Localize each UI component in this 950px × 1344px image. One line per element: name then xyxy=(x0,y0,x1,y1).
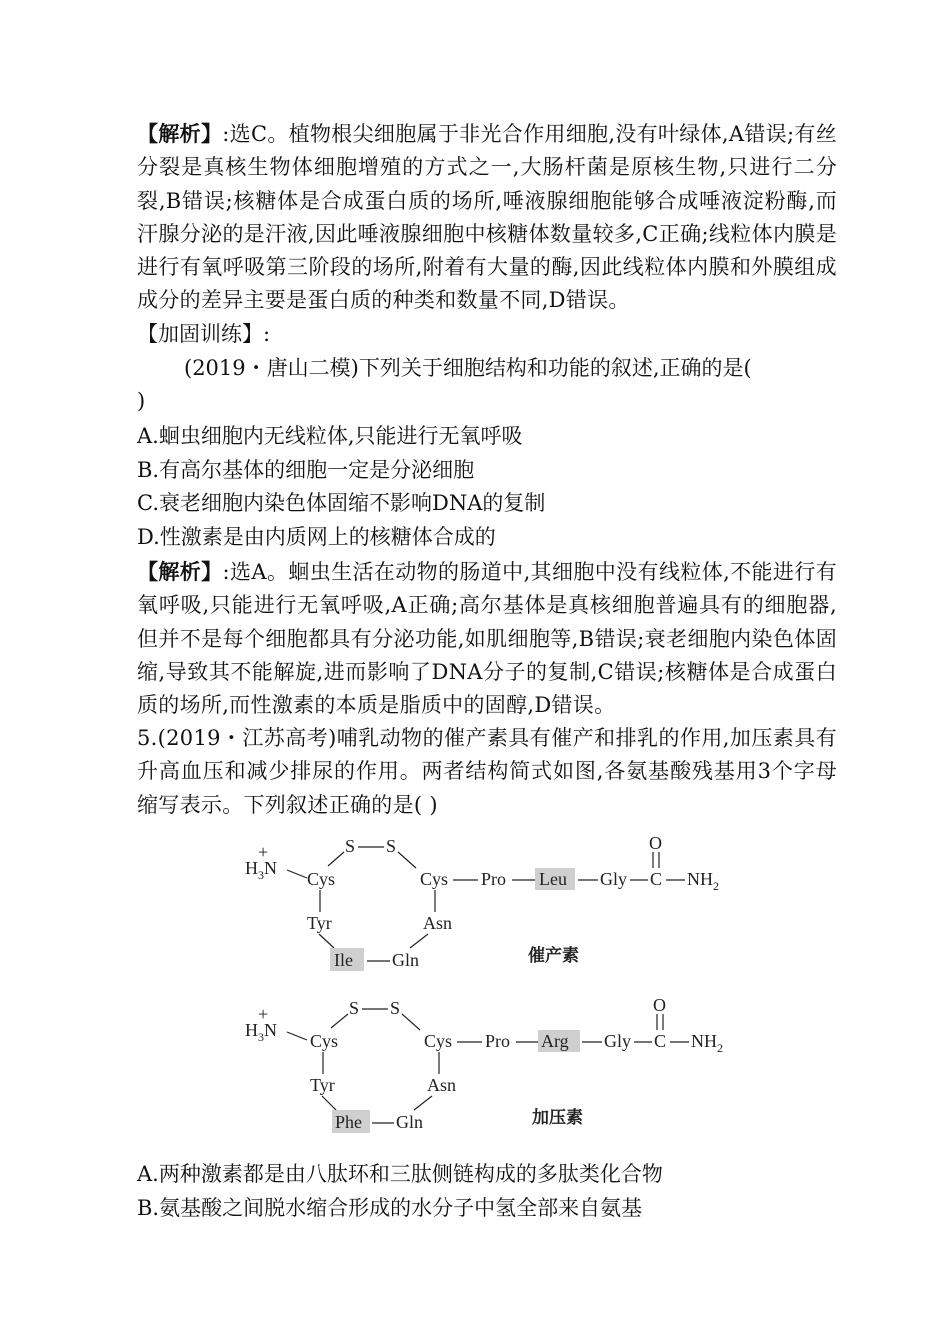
gln-residue: Gln xyxy=(396,1112,423,1132)
analysis-label: 【解析】 xyxy=(137,121,223,146)
bond xyxy=(402,1014,420,1030)
bond xyxy=(410,934,428,948)
sulfur-label: S xyxy=(386,836,397,856)
pro-residue: Pro xyxy=(485,1031,511,1051)
carbon-label: C xyxy=(654,1031,667,1051)
structure-name: 催产素 xyxy=(528,946,579,966)
variable-chain-residue: Leu xyxy=(539,869,567,889)
tyr-residue: Tyr xyxy=(307,913,332,933)
tyr-residue: Tyr xyxy=(310,1075,335,1095)
option-d: D.性激素是由内质网上的核糖体合成的 xyxy=(137,525,496,549)
oxytocin-structure xyxy=(230,830,750,980)
variable-ring-residue: Phe xyxy=(335,1112,362,1132)
variable-ring-residue: Ile xyxy=(334,950,353,970)
bond xyxy=(322,1096,336,1110)
vasopressin-structure xyxy=(230,992,750,1142)
option-a: A.两种激素都是由八肽环和三肽侧链构成的多肽类化合物 xyxy=(137,1162,663,1186)
cys-residue: Cys xyxy=(310,1031,339,1051)
bond xyxy=(328,852,344,866)
option-c: C.衰老细胞内染色体固缩不影响DNA的复制 xyxy=(137,491,546,515)
gly-residue: Gly xyxy=(604,1031,631,1051)
cys-residue: Cys xyxy=(424,1031,453,1051)
amide-label: $NH_2$ xyxy=(691,1031,723,1055)
charge-plus: + xyxy=(258,842,269,862)
bond xyxy=(398,852,416,868)
oxygen-label: O xyxy=(653,995,666,1015)
carbon-label: C xyxy=(650,869,663,889)
sulfur-label: S xyxy=(345,836,356,856)
amide-label: $NH_2$ xyxy=(687,869,719,893)
gln-residue: Gln xyxy=(392,950,419,970)
variable-chain-residue: Arg xyxy=(541,1031,569,1051)
analysis-paragraph-2 xyxy=(137,555,837,722)
analysis-text: :选A。蛔虫生活在动物的肠道中,其细胞中没有线粒体,不能进行有氧呼吸,只能进行无氧呼吸,A正确;高尔基体是真核细胞普遍具有的细胞器,但并不是每个细胞都具有分泌功能,如肌细胞等,B错误;衰老细胞内染色体固缩,导致其不能解旋,进而影响了DNA分子的复制,C错误;核糖体是合成蛋白质的场所,而性激素的本质是脂质中的固醇,D错误。 xyxy=(137,560,837,718)
cys-residue: Cys xyxy=(420,869,449,889)
option-a: A.蛔虫细胞内无线粒体,只能进行无氧呼吸 xyxy=(137,424,523,448)
pro-residue: Pro xyxy=(481,869,507,889)
asn-residue: Asn xyxy=(423,913,453,933)
analysis-label: 【解析】 xyxy=(137,559,223,584)
asn-residue: Asn xyxy=(427,1075,457,1095)
analysis-text: :选C。植物根尖细胞属于非光合作用细胞,没有叶绿体,A错误;有丝分裂是真核生物体细胞增殖的方式之一,大肠杆菌是原核生物,只进行二分裂,B错误;核糖体是合成蛋白质的场所,唾液腺细胞能够合成唾液淀粉酶,而汗腺分泌的是汗液,因此唾液腺细胞中核糖体数量较多,C正确;线粒体内膜是进行有氧呼吸第三阶段的场所,附着有大量的酶,因此线粒体内膜和外膜组成成分的差异主要是蛋白质的种类和数量不同,D错误。 xyxy=(137,122,837,313)
reinforce-heading: 【加固训练】: xyxy=(137,322,271,346)
cys-residue: Cys xyxy=(307,869,336,889)
n-terminus-label: $H_3N$ xyxy=(245,858,277,882)
oxygen-label: O xyxy=(649,833,662,853)
charge-plus: + xyxy=(258,1004,269,1024)
option-b: B.氨基酸之间脱水缩合形成的水分子中氢全部来自氨基 xyxy=(137,1196,643,1220)
bond xyxy=(287,870,307,878)
bond xyxy=(319,934,334,948)
n-terminus-label: $H_3N$ xyxy=(245,1020,277,1044)
gly-residue: Gly xyxy=(600,869,627,889)
option-b: B.有高尔基体的细胞一定是分泌细胞 xyxy=(137,458,475,482)
bond xyxy=(287,1032,307,1040)
question-5-stem: 5.(2019・江苏高考)哺乳动物的催产素具有催产和排乳的作用,加压素具有升高血压和减少排尿的作用。两者结构简式如图,各氨基酸残基用3个字母缩写表示。下列叙述正确的是( ) xyxy=(137,726,837,817)
question-4-stem: (2019・唐山二模)下列关于细胞结构和功能的叙述,正确的是( xyxy=(184,356,752,380)
sulfur-label: S xyxy=(390,998,401,1018)
bond xyxy=(331,1014,348,1028)
bond xyxy=(414,1096,432,1110)
question-4-stem-end: ) xyxy=(137,389,146,413)
sulfur-label: S xyxy=(349,998,360,1018)
structure-name: 加压素 xyxy=(532,1108,583,1128)
analysis-paragraph-1 xyxy=(137,117,837,318)
